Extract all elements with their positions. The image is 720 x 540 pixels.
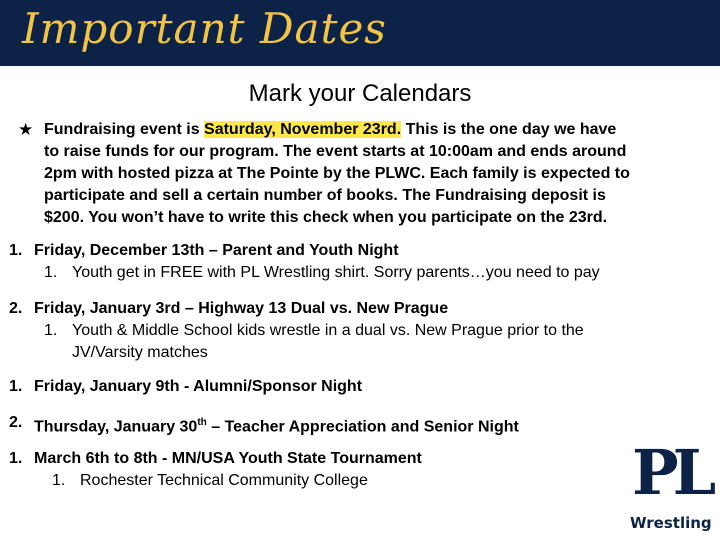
sub-list-number: 1. xyxy=(52,472,66,489)
event-title: Friday, December 13th – Parent and Youth Night xyxy=(34,242,399,259)
list-number: 1. xyxy=(9,378,23,395)
event-title-text: Thursday, January 30 xyxy=(34,418,198,436)
event-title: March 6th to 8th - MN/USA Youth State Tournament xyxy=(34,450,422,467)
event-title: Friday, January 9th - Alumni/Sponsor Night xyxy=(34,378,363,395)
list-number: 2. xyxy=(9,414,23,431)
event-title-text: – Teacher Appreciation and Senior Night xyxy=(206,418,519,436)
fundraiser-date-highlight: Saturday, November 23rd. xyxy=(204,121,402,138)
header-banner xyxy=(0,0,720,66)
fundraiser-text: This is the one day we have xyxy=(401,121,617,138)
subtitle: Mark your Calendars xyxy=(248,80,472,107)
fundraiser-line-5: $200. You won’t have to write this check when you participate on the 23rd. xyxy=(44,209,608,226)
fundraiser-line-4: participate and sell a certain number of books. The Fundraising deposit is xyxy=(44,187,606,204)
fundraiser-line-2: to raise funds for our program. The event starts at 10:00am and ends around xyxy=(44,143,627,160)
fundraiser-line-3: 2pm with hosted pizza at The Pointe by the PLWC. Each family is expected to xyxy=(44,165,630,182)
event-detail: Rochester Technical Community College xyxy=(80,472,368,489)
event-title xyxy=(34,412,519,438)
star-bullet-icon: ★ xyxy=(18,120,34,139)
list-number: 1. xyxy=(9,242,23,259)
logo-caption: Wrestling xyxy=(630,514,712,532)
page-title: Important Dates xyxy=(22,4,387,53)
logo-letters: PL xyxy=(632,436,711,509)
event-title-superscript: th xyxy=(197,417,207,428)
event-detail: Youth get in FREE with PL Wrestling shirt. Sorry parents…you need to pay xyxy=(72,264,600,281)
event-detail: Youth & Middle School kids wrestle in a dual vs. New Prague prior to the xyxy=(72,322,584,339)
list-number: 2. xyxy=(9,300,23,317)
fundraiser-text: Fundraising event is xyxy=(44,121,205,138)
fundraiser-line-1 xyxy=(44,119,616,141)
event-title: Friday, January 3rd – Highway 13 Dual vs. New Prague xyxy=(34,300,449,317)
pl-wrestling-logo xyxy=(622,436,718,536)
sub-list-number: 1. xyxy=(44,322,58,339)
sub-list-number: 1. xyxy=(44,264,58,281)
list-number: 1. xyxy=(9,450,23,467)
event-detail: JV/Varsity matches xyxy=(72,344,208,361)
